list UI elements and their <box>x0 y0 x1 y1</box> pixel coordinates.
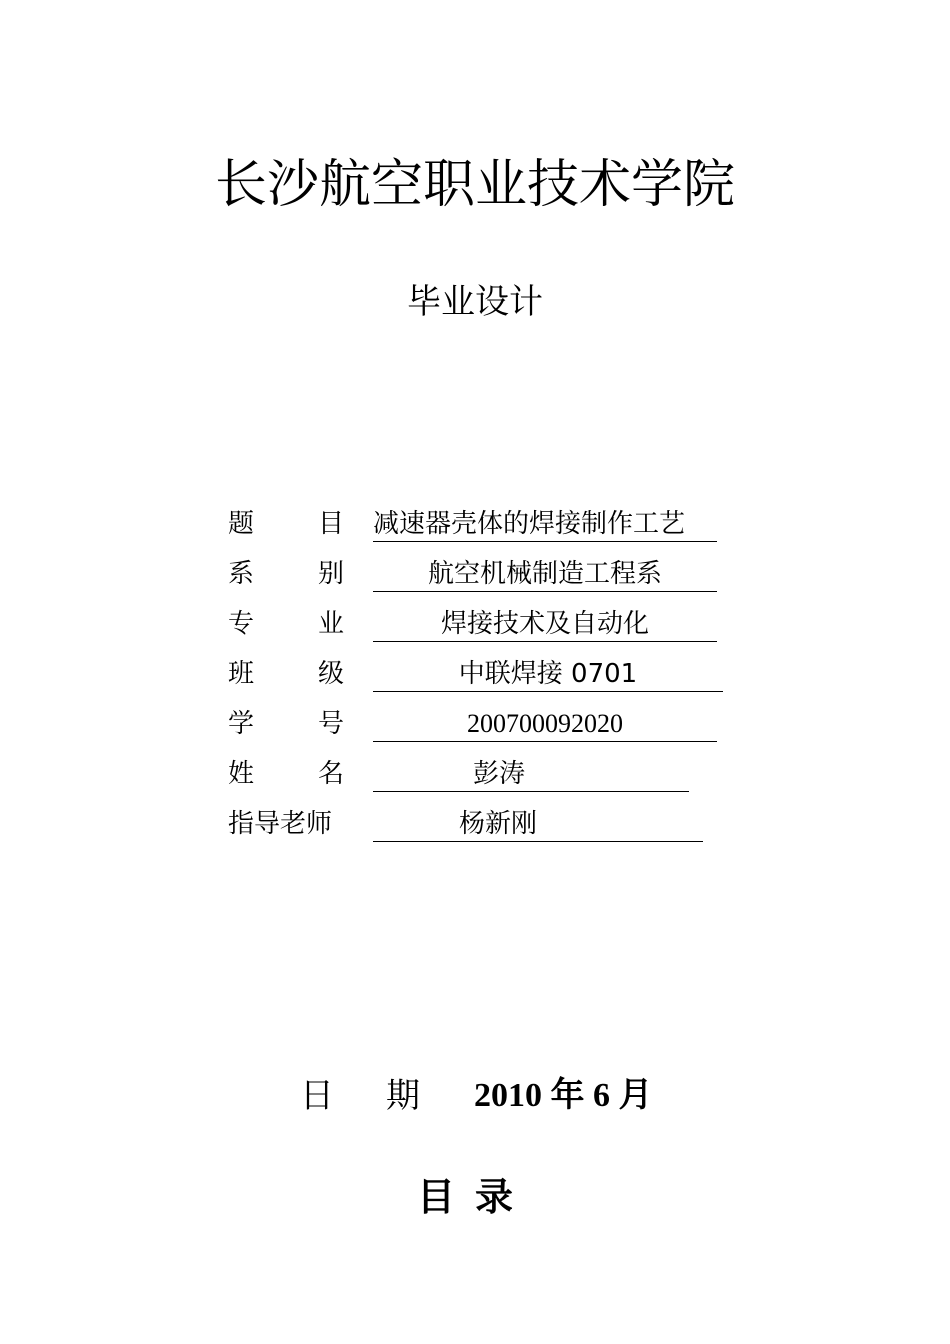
label-char: 业 <box>317 609 344 639</box>
info-label-major <box>228 604 344 644</box>
label-char: 别 <box>317 559 344 589</box>
info-label-department <box>228 554 344 594</box>
info-value-student-id: 200700092020 <box>373 704 717 742</box>
info-label-student-id <box>228 704 344 744</box>
label-char: 期 <box>386 1076 420 1116</box>
info-label-advisor: 指导老师 <box>228 809 333 839</box>
toc-heading: 目录 <box>416 1175 533 1219</box>
label-char: 号 <box>317 709 344 739</box>
info-value-advisor: 杨新刚 <box>373 804 703 842</box>
label-char: 系 <box>228 559 255 589</box>
label-char: 班 <box>228 659 255 689</box>
info-row-name <box>228 754 728 794</box>
label-char: 学 <box>228 709 255 739</box>
label-char: 题 <box>228 509 255 539</box>
info-value-class: 中联焊接 0701 <box>373 654 723 692</box>
info-row-topic <box>228 504 728 544</box>
label-char: 级 <box>317 659 344 689</box>
info-row-student-id <box>228 704 728 744</box>
info-label-class <box>228 654 344 694</box>
label-char: 目 <box>317 509 344 539</box>
info-label-name <box>228 754 344 794</box>
label-char: 日 <box>300 1076 334 1116</box>
info-value-major: 焊接技术及自动化 <box>373 604 717 642</box>
info-row-department <box>228 554 728 594</box>
info-label-topic <box>228 504 344 544</box>
document-type-heading: 毕业设计 <box>407 282 543 322</box>
info-value-topic: 减速器壳体的焊接制作工艺 <box>373 504 717 542</box>
info-value-name: 彭涛 <box>373 754 689 792</box>
date-label <box>300 1073 420 1119</box>
info-row-class <box>228 654 728 694</box>
info-row-major <box>228 604 728 644</box>
school-name-title: 长沙航空职业技术学院 <box>214 155 735 215</box>
label-char: 名 <box>317 759 344 789</box>
info-value-department: 航空机械制造工程系 <box>373 554 717 592</box>
label-char: 专 <box>228 609 255 639</box>
info-row-advisor <box>228 804 728 844</box>
date-value: 2010 年 6 月 <box>474 1077 653 1114</box>
label-char: 姓 <box>228 759 255 789</box>
date-row <box>0 1073 950 1121</box>
